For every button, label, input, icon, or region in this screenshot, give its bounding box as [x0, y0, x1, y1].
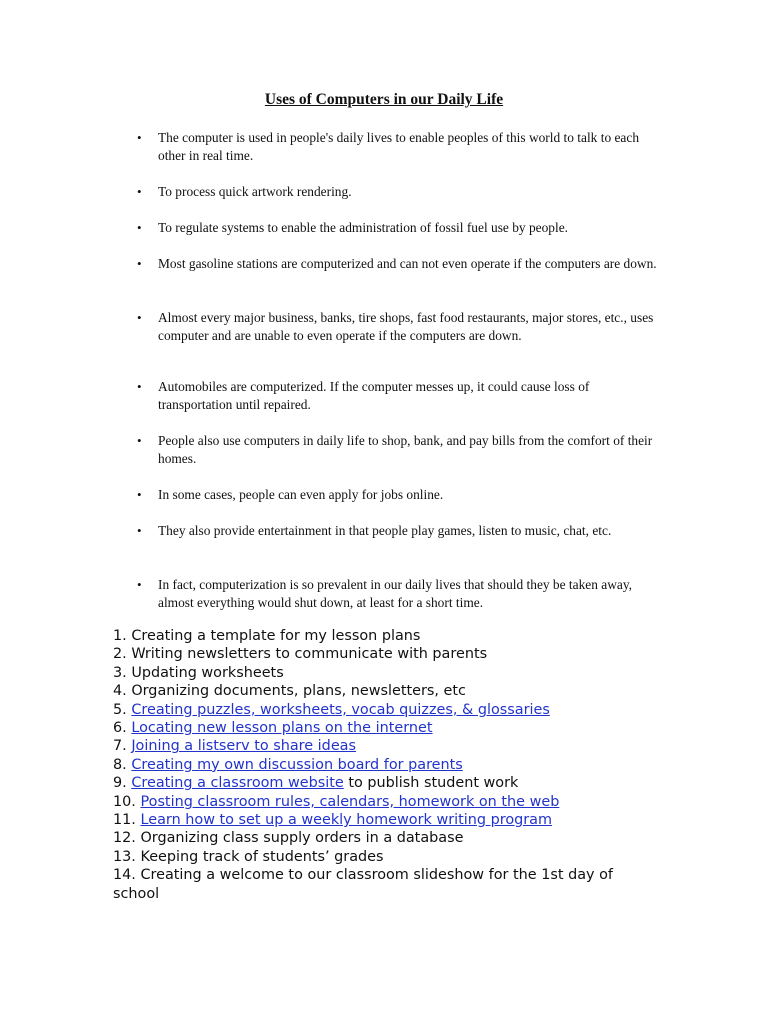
bullet-icon: • — [137, 184, 142, 199]
numbered-item — [113, 829, 653, 847]
item-number: 1. — [113, 628, 127, 644]
bullet-item — [137, 255, 658, 273]
item-number: 7. — [113, 738, 127, 755]
bullet-icon: • — [137, 130, 142, 145]
numbered-item — [113, 774, 653, 792]
item-number: 14. — [113, 867, 136, 884]
numbered-item — [113, 793, 653, 811]
item-number: 6. — [113, 720, 127, 737]
item-number: 5. — [113, 701, 127, 718]
bullet-text: To regulate systems to enable the administration of fossil fuel use by people. — [158, 220, 568, 235]
bullet-icon: • — [137, 523, 142, 538]
bullet-icon: • — [137, 433, 142, 448]
link-discussion-board[interactable]: Creating my own discussion board for parents — [131, 756, 463, 773]
numbered-item — [113, 664, 653, 682]
numbered-item — [113, 811, 653, 829]
item-text: Updating worksheets — [131, 664, 284, 681]
item-number: 4. — [113, 683, 127, 700]
bullet-text: Automobiles are computerized. If the computer messes up, it could cause loss of transportation until repaired. — [158, 379, 590, 412]
numbered-item — [113, 756, 653, 774]
item-number: 12. — [113, 830, 136, 847]
bullet-item — [137, 183, 658, 201]
bullet-item — [137, 129, 658, 164]
numbered-item — [113, 645, 653, 663]
link-joining-listserv[interactable]: Joining a listserv to share ideas — [131, 738, 356, 755]
bullet-item — [137, 576, 658, 611]
item-text: Keeping track of students’ grades — [140, 848, 384, 865]
bullet-icon: • — [137, 310, 142, 325]
bullet-item — [137, 219, 658, 237]
numbered-item — [113, 627, 653, 645]
numbered-item — [113, 737, 653, 755]
numbered-item — [113, 682, 653, 700]
item-number: 9. — [113, 775, 127, 792]
numbered-list — [113, 627, 653, 903]
link-creating-puzzles[interactable]: Creating puzzles, worksheets, vocab quizzes, & glossaries — [131, 701, 550, 718]
bullet-icon: • — [137, 256, 142, 271]
bullet-icon: • — [137, 487, 142, 502]
item-number: 3. — [113, 664, 127, 681]
bullet-icon: • — [137, 379, 142, 394]
numbered-item — [113, 866, 653, 903]
document-title: Uses of Computers in our Daily Life — [264, 91, 504, 108]
bullet-text: In fact, computerization is so prevalent in our daily lives that should they be taken away, almost everything would shut down, at least for a short time. — [158, 577, 632, 610]
numbered-item — [113, 848, 653, 866]
item-text: Organizing class supply orders in a database — [140, 830, 464, 847]
bullet-item — [137, 522, 658, 540]
bullet-icon: • — [137, 577, 142, 592]
bullet-text: Almost every major business, banks, tire shops, fast food restaurants, major stores, etc., uses computer and are unable to even operate if the computers are down. — [158, 310, 654, 343]
item-text: Organizing documents, plans, newsletters, etc — [131, 683, 466, 700]
numbered-item — [113, 701, 653, 719]
item-text: Writing newsletters to communicate with parents — [131, 646, 488, 663]
item-text: Creating a welcome to our classroom slideshow for the 1st day of school — [113, 867, 613, 902]
link-locating-lesson-plans[interactable]: Locating new lesson plans on the internet — [131, 720, 433, 737]
item-number: 8. — [113, 756, 127, 773]
item-number: 2. — [113, 646, 127, 663]
bullet-item — [137, 378, 658, 413]
item-number: 13. — [113, 848, 136, 865]
bullet-text: In some cases, people can even apply for jobs online. — [158, 487, 444, 502]
bullet-item — [137, 486, 658, 504]
bullet-text: They also provide entertainment in that people play games, listen to music, chat, etc. — [158, 523, 612, 538]
link-classroom-website[interactable]: Creating a classroom website — [131, 775, 344, 792]
bullet-text: Most gasoline stations are computerized and can not even operate if the computers are down. — [158, 256, 657, 271]
bullet-icon: • — [137, 220, 142, 235]
bullet-text: The computer is used in people's daily lives to enable peoples of this world to talk to each other in real time. — [158, 130, 640, 163]
bullet-item — [137, 432, 658, 467]
bullet-item — [137, 309, 658, 344]
item-text: Creating a template for my lesson plans — [131, 628, 421, 644]
item-text: to publish student work — [343, 775, 519, 792]
bullet-text: To process quick artwork rendering. — [158, 184, 352, 199]
item-number: 10. — [113, 793, 136, 810]
numbered-item — [113, 719, 653, 737]
link-homework-program[interactable]: Learn how to set up a weekly homework writing program — [140, 812, 553, 829]
bullet-text: People also use computers in daily life to shop, bank, and pay bills from the comfort of their homes. — [158, 433, 653, 466]
link-posting-classroom-rules[interactable]: Posting classroom rules, calendars, homework on the web — [140, 793, 560, 810]
item-number: 11. — [113, 812, 136, 829]
